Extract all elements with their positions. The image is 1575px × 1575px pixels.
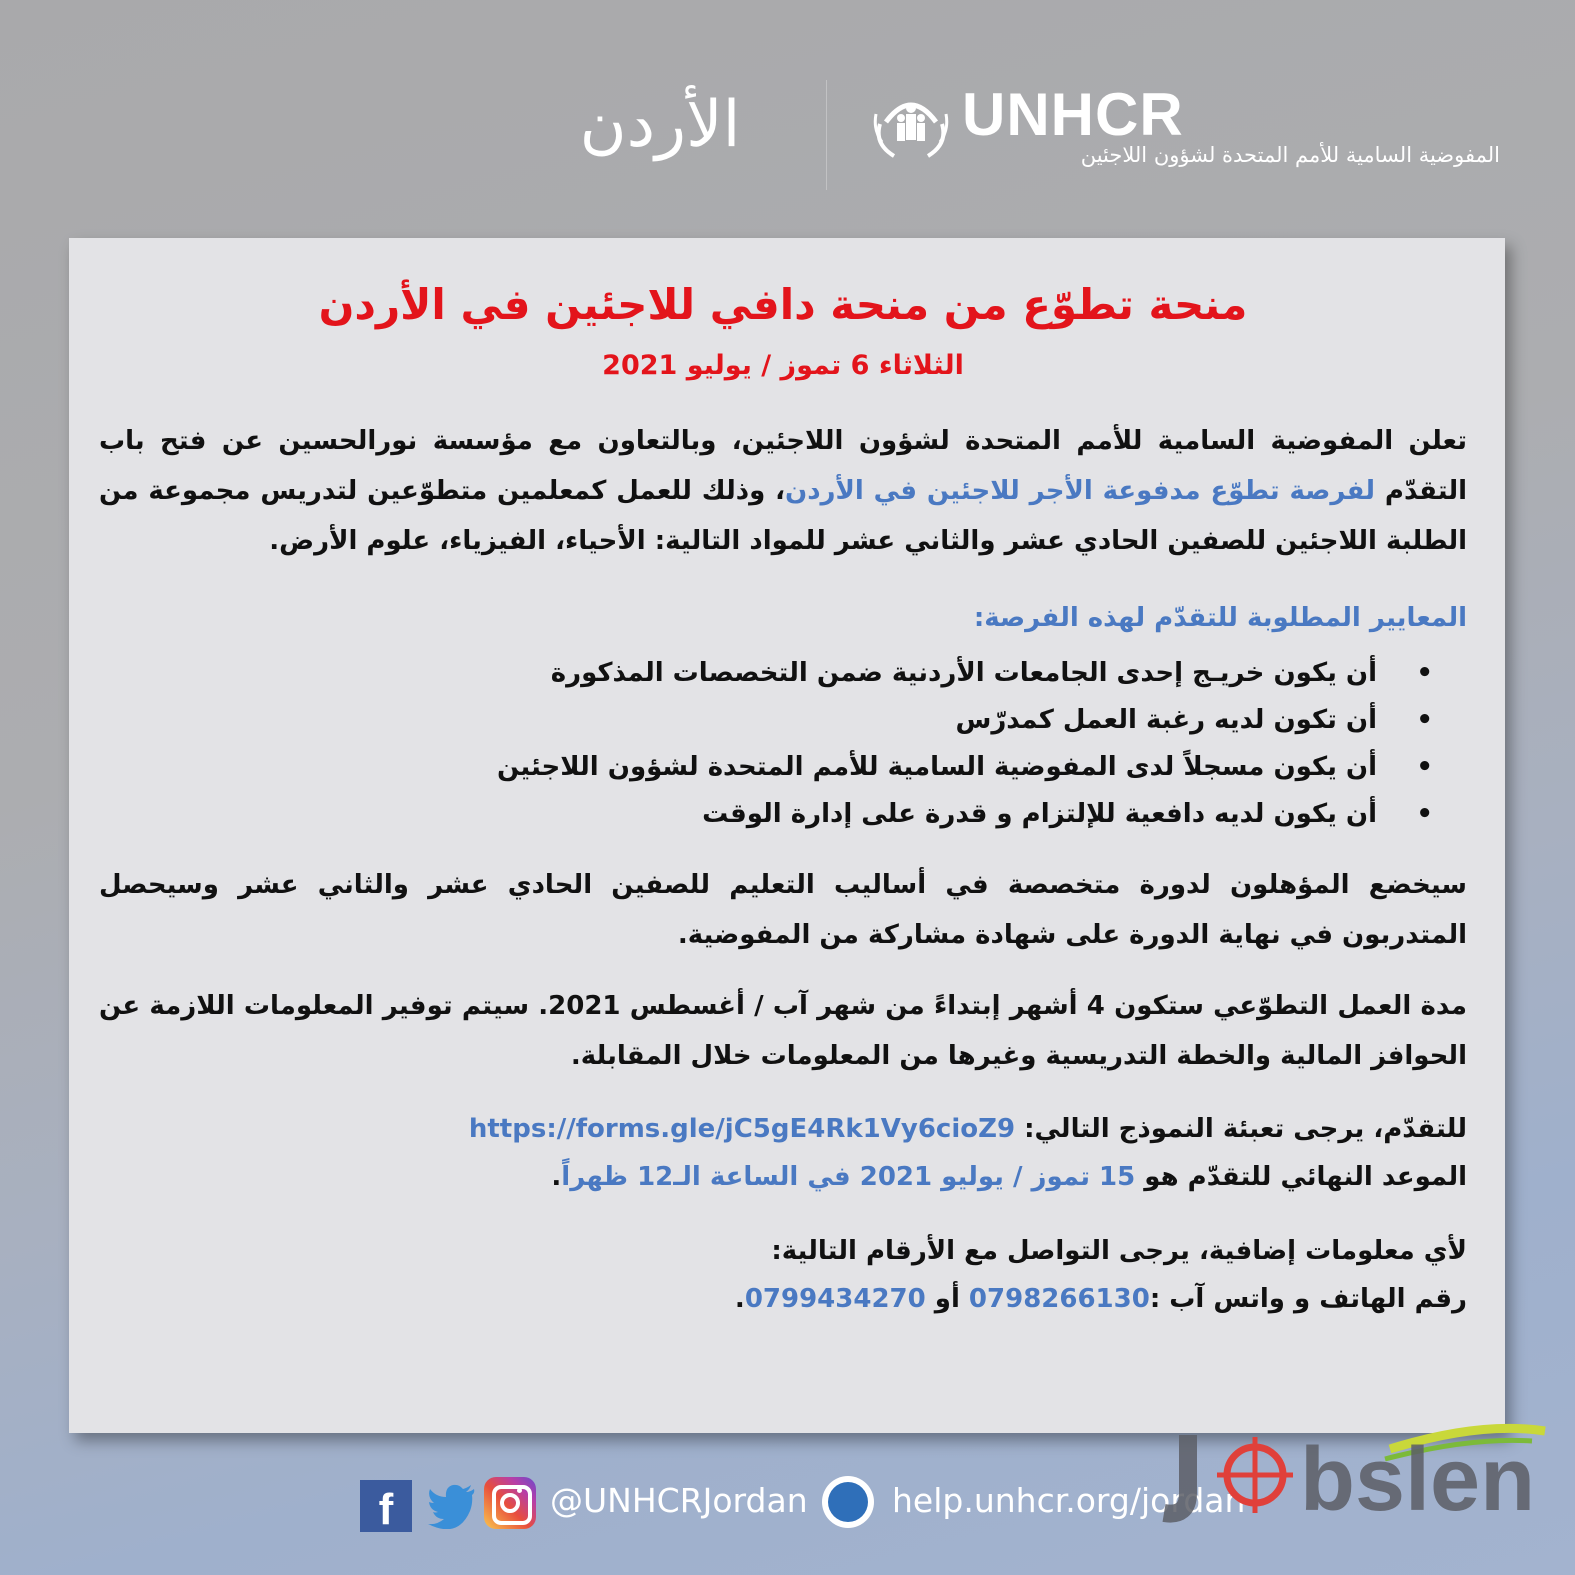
announcement-date: الثلاثاء 6 تموز / يوليو 2021 [602,350,964,381]
bullet-icon: • [1416,799,1433,829]
unhcr-logo-subtitle: المفوضية السامية للأمم المتحدة لشؤون اللاجئين [1080,143,1500,167]
intro-highlight: لفرصة تطوّع مدفوعة الأجر للاجئين في الأردن [785,476,1376,506]
criteria-item: • أن يكون لديه دافعية للإلتزام و قدرة على إدارة الوقت [99,791,1377,838]
criteria-item: • أن يكون مسجلاً لدى المفوضية السامية للأمم المتحدة لشؤون اللاجئين [99,744,1377,791]
criteria-item: • أن تكون لديه رغبة العمل كمدرّس [99,697,1377,744]
unhcr-logo-text: UNHCR [962,81,1184,148]
header [0,0,1575,235]
criteria-list [99,650,1433,838]
criteria-heading: المعايير المطلوبة للتقدّم لهذه الفرصة: [973,603,1467,633]
announcement-title: منحة تطوّع من منحة دافي للاجئين في الأردن [318,280,1248,329]
intro-paragraph [99,416,1467,566]
phone-number-1[interactable]: 0798266130 [968,1284,1150,1314]
apply-label: للتقدّم، يرجى تعبئة النموذج التالي: [1015,1114,1467,1144]
criteria-item: • أن يكون خريـج إحدى الجامعات الأردنية ضمن التخصصات المذكورة [99,650,1377,697]
bullet-icon: • [1416,752,1433,782]
announcement-card [69,238,1505,1433]
country-title: الأردن [579,88,741,162]
phone-line: رقم الهاتف و واتس آب :0798266130 أو 0799434270. [734,1284,1467,1314]
training-paragraph: سيخضع المؤهلون لدورة متخصصة في أساليب التعليم للصفين الحادي عشر والثاني عشر وسيحصل المتدربون في نهاية الدورة على شهادة مشاركة من المفوضية. [99,870,1467,950]
apply-form-link[interactable]: https://forms.gle/jC5gE4Rk1Vy6cioZ9 [468,1114,1016,1144]
social-footer [360,1475,1260,1535]
bullet-icon: • [1416,705,1433,735]
deadline-value: 15 تموز / يوليو 2021 في الساعة الـ12 ظهراً [561,1162,1136,1192]
intro-text-end: ، وذلك للعمل كمعلمين متطوّعين لتدريس مجموعة من الطلبة اللاجئين للصفين الحادي عشر والثاني عشر للمواد التالية: الأحياء، الفيزياء، علوم الأرض. [99,476,1467,556]
phone-label: رقم الهاتف و واتس آب : [1149,1284,1467,1314]
deadline-label: الموعد النهائي للتقدّم هو [1135,1162,1467,1192]
deadline-line: الموعد النهائي للتقدّم هو 15 تموز / يوليو 2021 في الساعة الـ12 ظهراً. [551,1162,1467,1192]
intro-text: تعلن المفوضية السامية للأمم المتحدة لشؤون اللاجئين، وبالتعاون مع مؤسسة نورالحسين عن فتح باب التقدّم [99,426,1467,506]
twitter-icon[interactable] [426,1481,478,1529]
contact-heading: لأي معلومات إضافية، يرجى التواصل مع الأرقام التالية: [771,1236,1467,1266]
social-handle[interactable]: @UNHCRJordan [550,1481,808,1520]
svg-text:bslen: bslen [1300,1430,1536,1530]
website-link[interactable]: help.unhcr.org/jordan [892,1481,1246,1520]
unhcr-emblem-icon [868,84,954,160]
watermark-logo [1160,1415,1555,1530]
header-divider [826,80,827,190]
apply-line [99,1104,1467,1154]
instagram-icon[interactable] [484,1477,536,1529]
duration-paragraph: مدة العمل التطوّعي ستكون 4 أشهر إبتداءً من شهر آب / أغسطس 2021. سيتم توفير المعلومات اللازمة عن الحوافز المالية والخطة التدريسية وغيرها من المعلومات خلال المقابلة. [99,991,1467,1071]
facebook-icon[interactable]: f [360,1480,412,1532]
bullet-icon: • [1416,658,1433,688]
globe-icon[interactable] [822,1476,874,1528]
phone-number-2[interactable]: 0799434270 [744,1284,926,1314]
